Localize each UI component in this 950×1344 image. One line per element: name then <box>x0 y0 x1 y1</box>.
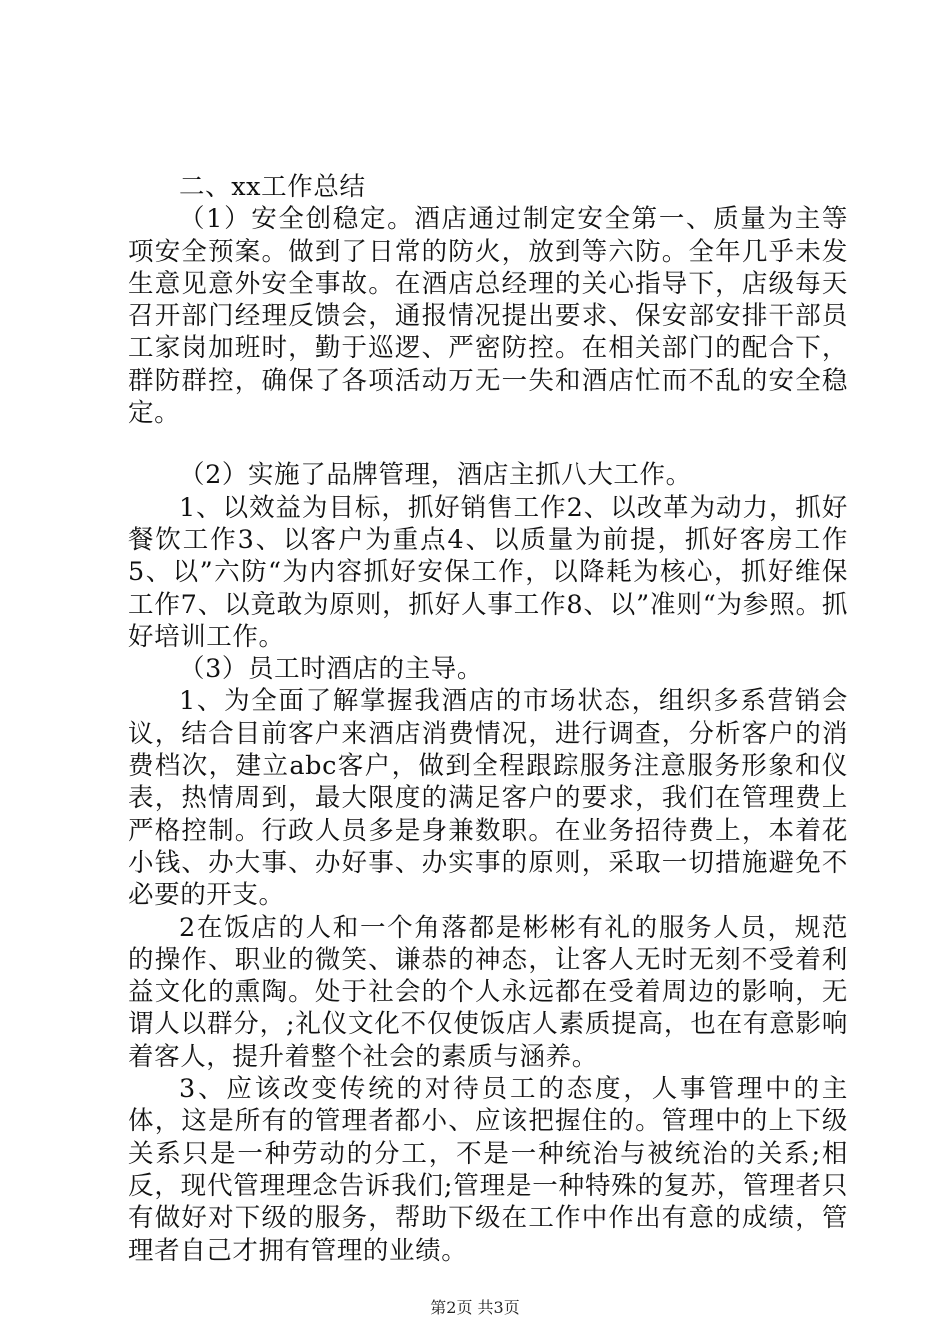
document-body <box>128 171 848 1267</box>
paragraph-etiquette: 2在饭店的人和一个角落都是彬彬有礼的服务人员，规范的操作、职业的微笑、谦恭的神态，让客人无时无刻不受着利益文化的熏陶。处于社会的个人永远都在受着周边的影响，无谓人以群分，;礼仪文化不仅使饭店人素质提高，也在有意影响着客人，提升着整个社会的素质与涵养。 <box>128 912 848 1072</box>
section-heading: 二、xx工作总结 <box>179 172 366 202</box>
paragraph-marketing: 1、为全面了解掌握我酒店的市场状态，组织多系营销会议，结合目前客户来酒店消费情况，进行调查，分析客户的消费档次，建立abc客户，做到全程跟踪服务注意服务形象和仪表，热情周到，最大限度的满足客户的要求，我们在管理费上严格控制。行政人员多是身兼数职。在业务招待费上，本着花小钱、办大事、办好事、办实事的原则，采取一切措施避免不必要的开支。 <box>128 686 848 911</box>
paragraph-eight-tasks: 1、以效益为目标，抓好销售工作2、以改革为动力，抓好餐饮工作3、以客户为重点4、以质量为前提，抓好客房工作5、以”六防“为内容抓好安保工作，以降耗为核心，抓好维保工作7、以竟敢为原则，抓好人事工作8、以”准则“为参照。抓好培训工作。 <box>128 492 848 652</box>
paragraph-staff-heading: （3）员工时酒店的主导。 <box>179 654 483 685</box>
paragraph-brand-management: （2）实施了品牌管理，酒店主抓八大工作。 <box>179 460 692 491</box>
page-number-footer: 第2页 共3页 <box>430 1298 520 1317</box>
paragraph-safety: （1）安全创稳定。酒店通过制定安全第一、质量为主等项安全预案。做到了日常的防火，放到等六防。全年几乎未发生意见意外安全事故。在酒店总经理的关心指导下，店级每天召开部门经理反馈会，通报情况提出要求、保安部安排干部员工家岗加班时，勤于巡逻、严密防控。在相关部门的配合下，群防群控，确保了各项活动万无一失和酒店忙而不乱的安全稳定。 <box>128 204 848 429</box>
paragraph-management-attitude: 3、应该改变传统的对待员工的态度，人事管理中的主体，这是所有的管理者都小、应该把握住的。管理中的上下级关系只是一种劳动的分工，不是一种统治与被统治的关系;相反，现代管理理念告诉我们;管理是一种特殊的复苏，管理者只有做好对下级的服务，帮助下级在工作中作出有意的成绩，管理者自己才拥有管理的业绩。 <box>128 1074 848 1266</box>
